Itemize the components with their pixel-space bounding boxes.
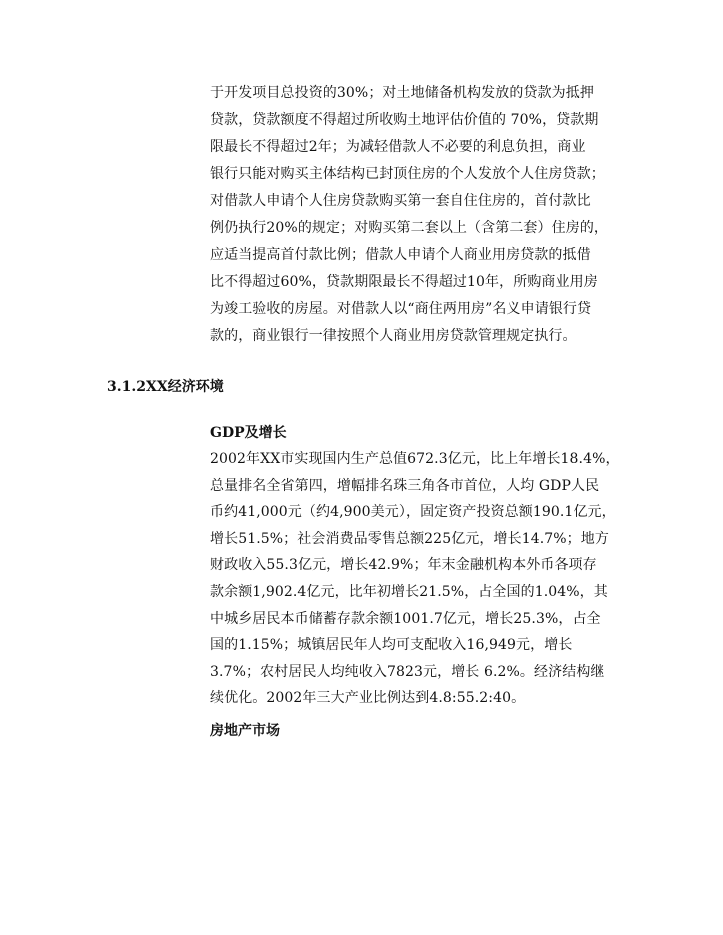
paragraph-line: 限最长不得超过2年；为减轻借款人不必要的利息负担，商业 [210,139,586,155]
paragraph-line: 贷款，贷款额度不得超过所收购土地评估价值的 70%，贷款期 [210,112,599,128]
paragraph-line: 对借款人申请个人住房贷款购买第一套自住住房的，首付款比 [210,193,591,209]
gdp-subheading: GDP及增长 [210,425,287,441]
real-estate-subheading: 房地产市场 [210,723,280,739]
paragraph-line: 增长51.5%；社会消费品零售总额225亿元，增长14.7%；地方 [210,530,609,547]
paragraph-line: 3.7%；农村居民人均纯收入7823元，增长 6.2%。经济结构继 [210,663,605,680]
paragraph-line: 银行只能对购买主体结构已封顶住房的个人发放个人住房贷款； [210,166,605,182]
paragraph-line: 款的，商业银行一律按照个人商业用房贷款管理规定执行。 [210,328,577,344]
paragraph-line: 币约41,000元（约4,900美元），固定资产投资总额190.1亿元， [210,504,616,521]
paragraph-line: 款余额1,902.4亿元，比年初增长21.5%，占全国的1.04%，其 [210,583,608,600]
paragraph-line: 财政收入55.3亿元，增长42.9%；年末金融机构本外币各项存 [210,557,597,574]
paragraph-line: 例仍执行20%的规定；对购买第二套以上（含第二套）住房的， [210,220,609,236]
section-heading: 3.1.2XX经济环境 [107,379,224,395]
paragraph-line: 中城乡居民本币储蓄存款余额1001.7亿元，增长25.3%，占全 [210,610,601,627]
paragraph-line: 应适当提高首付款比例；借款人申请个人商业用房贷款的抵借 [210,247,591,263]
policy-paragraph [210,80,610,350]
paragraph-line: 于开发项目总投资的30%；对土地储备机构发放的贷款为抵押 [210,85,594,101]
paragraph-line: 为竣工验收的房屋。对借款人以“商住两用房”名义申请银行贷 [210,301,592,317]
paragraph-line: 2002年XX市实现国内生产总值672.3亿元，比上年增长18.4%， [210,451,620,467]
paragraph-line: 国的1.15%；城镇居民年人均可支配收入16,949元，增长 [210,637,573,654]
paragraph-line: 比不得超过60%，贷款期限最长不得超过10年，所购商业用房 [210,274,598,290]
gdp-paragraph [210,446,620,712]
paragraph-line: 续优化。2002年三大产业比例达到4.8:55.2:40。 [210,690,526,707]
paragraph-line: 总量排名全省第四，增幅排名珠三角各市首位，人均 GDP人民 [210,477,600,494]
